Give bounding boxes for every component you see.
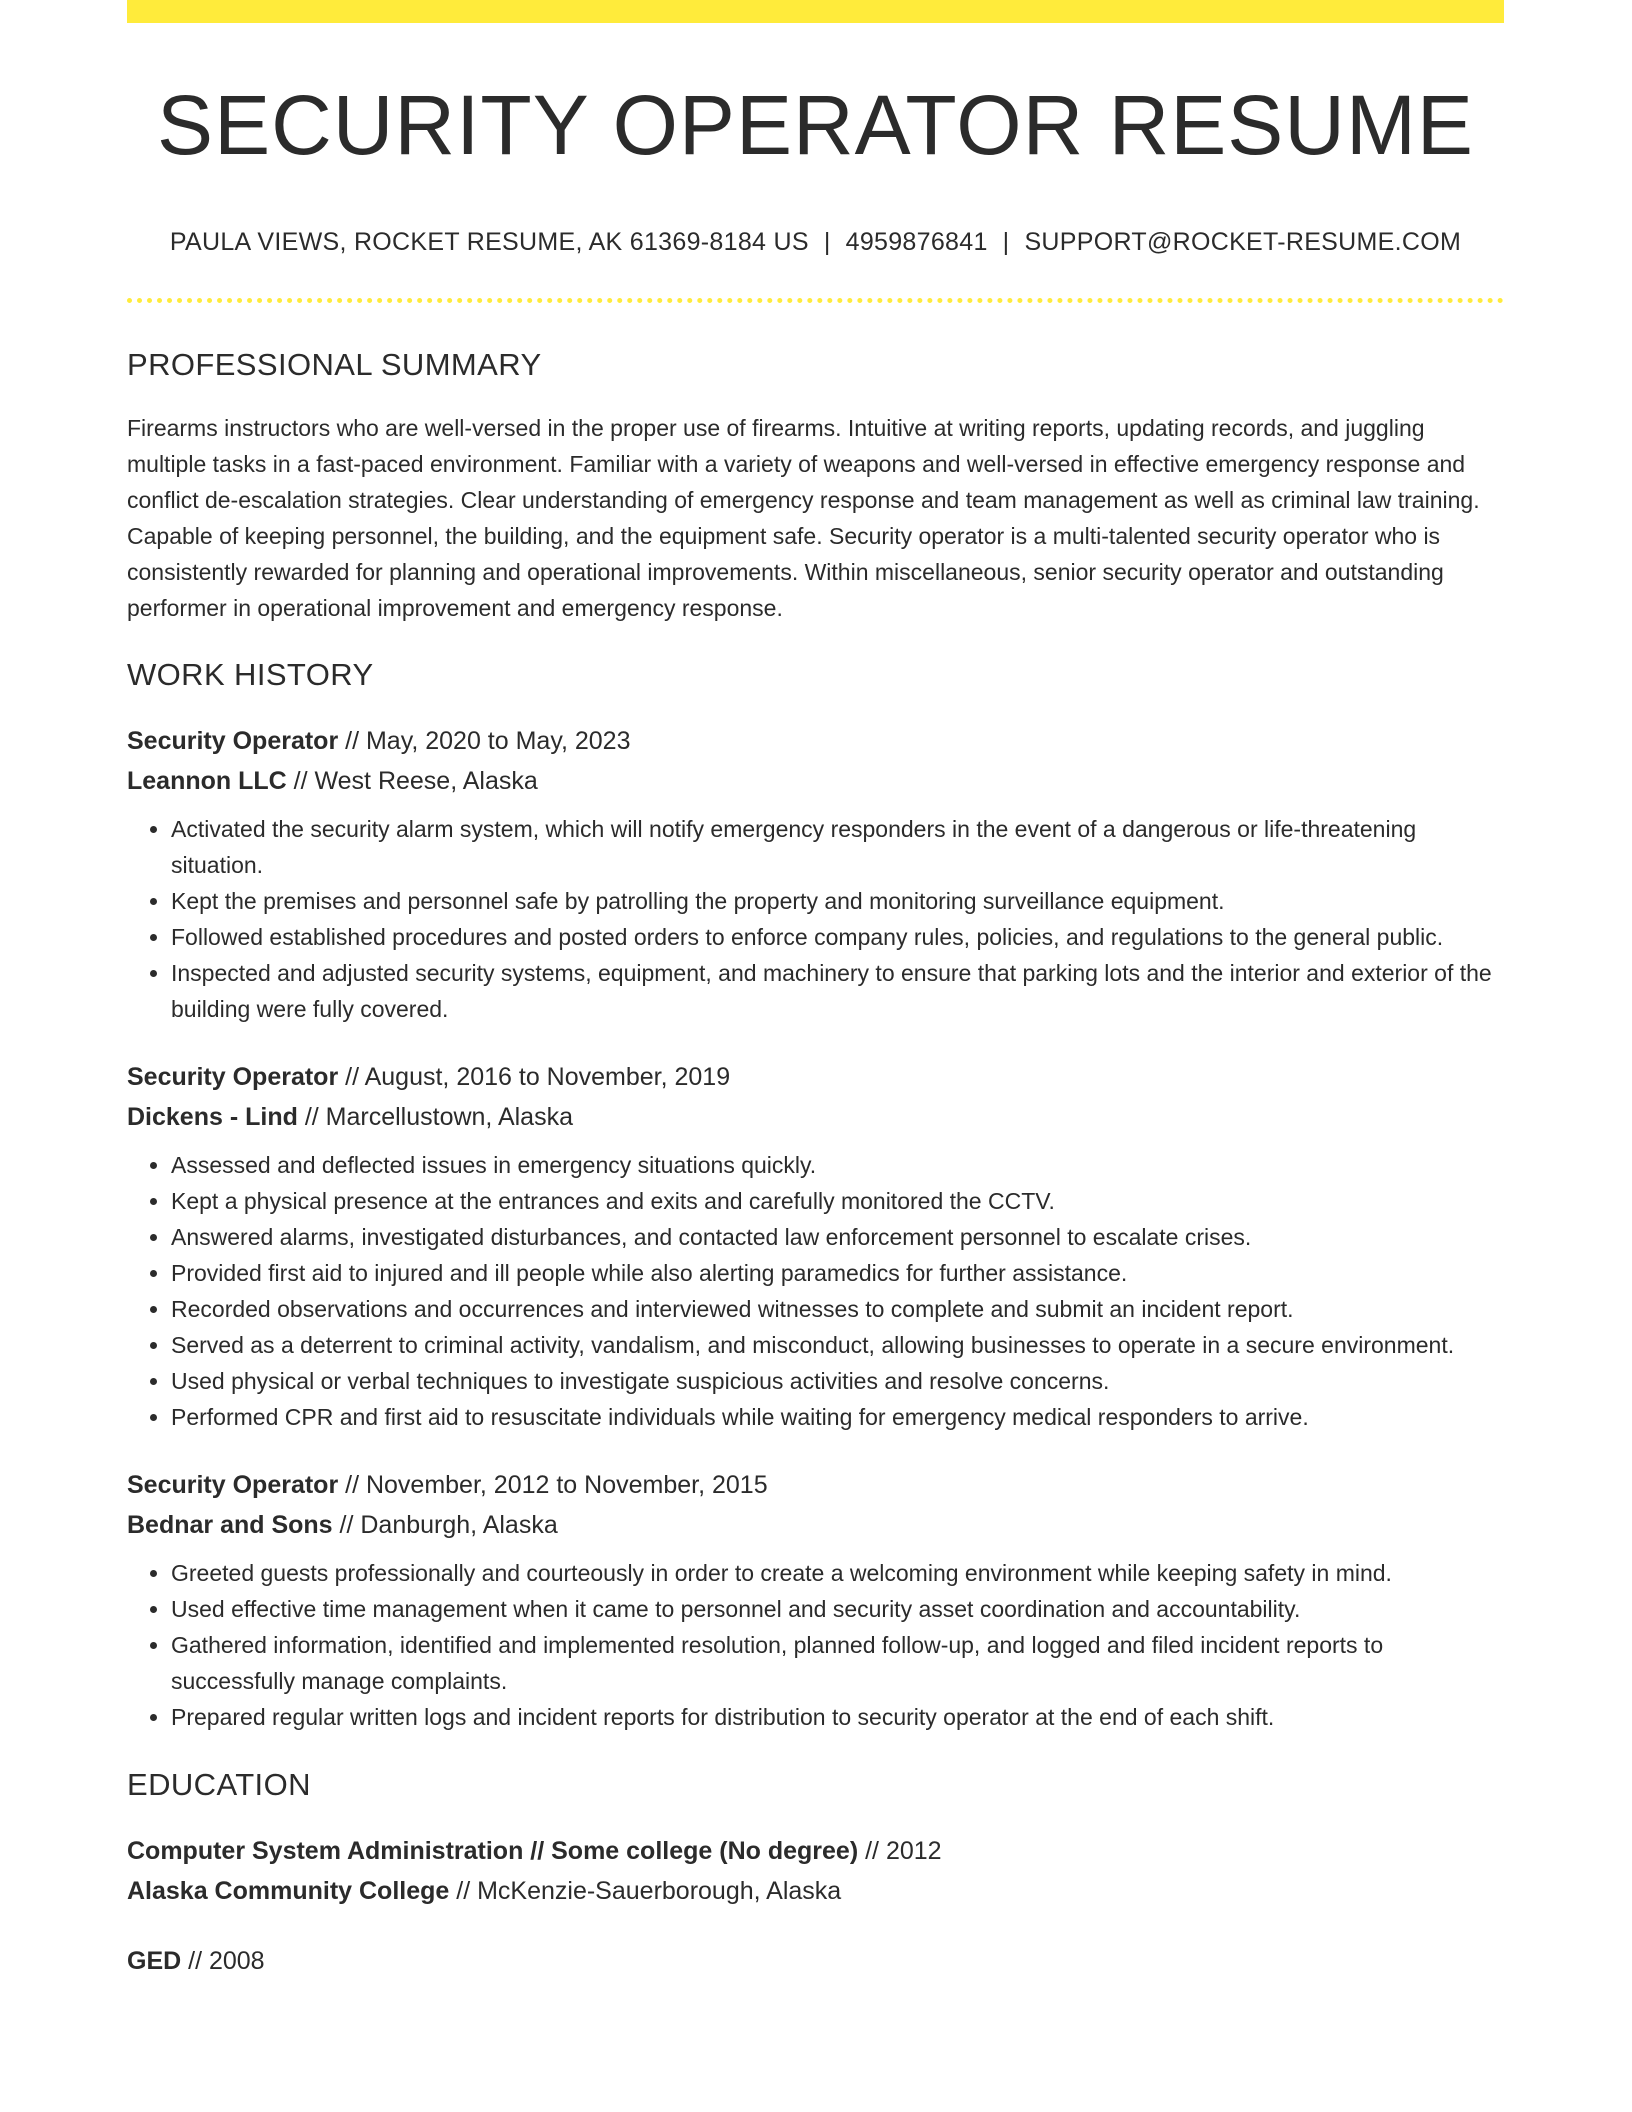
job-bullet: • Followed established procedures and posted orders to enforce company rules, policies, and regulations to the general public. (171, 919, 1504, 955)
job-location: // West Reese, Alaska (286, 766, 538, 795)
job-bullet: • Served as a deterrent to criminal activity, vandalism, and misconduct, allowing businesses to operate in a secure environment. (171, 1327, 1504, 1363)
contact-separator: | (823, 227, 831, 256)
job-bullets (127, 1555, 1504, 1735)
job-title: Security Operator (127, 1470, 339, 1499)
job-bullet: • Kept the premises and personnel safe by patrolling the property and monitoring surveillance equipment. (171, 883, 1504, 919)
job-company-line (127, 1505, 1504, 1545)
job-bullet: • Recorded observations and occurrences and interviewed witnesses to complete and submit an incident report. (171, 1291, 1504, 1327)
job-bullet: • Inspected and adjusted security systems, equipment, and machinery to ensure that parking lots and the interior and exterior of the building were fully covered. (171, 955, 1504, 1027)
summary-heading: PROFESSIONAL SUMMARY (127, 346, 542, 382)
job-title: Security Operator (127, 1062, 339, 1091)
job-bullet: • Performed CPR and first aid to resuscitate individuals while waiting for emergency medical responders to arrive. (171, 1399, 1504, 1435)
accent-top-bar (127, 0, 1504, 23)
education-entry (127, 1831, 1504, 1911)
dotted-divider (127, 298, 1504, 303)
contact-line (127, 228, 1504, 257)
job-entry (127, 1465, 1504, 1735)
job-bullet: • Assessed and deflected issues in emergency situations quickly. (171, 1147, 1504, 1183)
contact-phone[interactable]: 4959876841 (845, 227, 988, 256)
job-company: Bednar and Sons (127, 1510, 333, 1539)
education-degree-line (127, 1941, 1504, 1981)
contact-address: PAULA VIEWS, ROCKET RESUME, AK 61369-8184 US (169, 227, 809, 256)
job-dates: // November, 2012 to November, 2015 (338, 1470, 768, 1499)
job-bullet: • Prepared regular written logs and incident reports for distribution to security operator at the end of each shift. (171, 1699, 1504, 1735)
job-dates: // August, 2016 to November, 2019 (338, 1062, 731, 1091)
job-bullet: • Greeted guests professionally and courteously in order to create a welcoming environment while keeping safety in mind. (171, 1555, 1504, 1591)
job-title-line (127, 1465, 1504, 1505)
contact-email[interactable]: SUPPORT@ROCKET-RESUME.COM (1024, 227, 1462, 256)
education-degree-line (127, 1831, 1504, 1871)
job-company-line (127, 761, 1504, 801)
job-bullet: • Used physical or verbal techniques to investigate suspicious activities and resolve concerns. (171, 1363, 1504, 1399)
job-company: Dickens - Lind (127, 1102, 298, 1131)
summary-text: Firearms instructors who are well-versed in the proper use of firearms. Intuitive at writing reports, updating records, and juggling multiple tasks in a fast-paced environment. Familiar with a variety of weapons and well-versed in effective emergency response and conflict de-escalation strategies. Clear understanding of emergency response and team management as well as criminal law training. Capable of keeping personnel, the building, and the equipment safe. Security operator is a multi-talented security operator who is consistently rewarded for planning and operational improvements. Within miscellaneous, senior security operator and outstanding performer in operational improvement and emergency response. (127, 414, 1480, 621)
education-location: // McKenzie-Sauerborough, Alaska (449, 1876, 842, 1905)
education-entry (127, 1941, 1504, 1981)
job-entry (127, 1057, 1504, 1435)
job-company: Leannon LLC (127, 766, 287, 795)
contact-separator: | (1002, 227, 1010, 256)
job-bullet: • Gathered information, identified and implemented resolution, planned follow-up, and logged and filed incident reports to successfully manage complaints. (171, 1627, 1504, 1699)
job-bullet: • Activated the security alarm system, which will notify emergency responders in the event of a dangerous or life-threatening situation. (171, 811, 1504, 883)
job-title: Security Operator (127, 726, 339, 755)
resume-page (127, 0, 1504, 1981)
job-bullet: • Answered alarms, investigated disturbances, and contacted law enforcement personnel to escalate crises. (171, 1219, 1504, 1255)
education-year: // 2012 (858, 1836, 942, 1865)
job-bullets (127, 811, 1504, 1027)
education-school: Alaska Community College (127, 1876, 450, 1905)
job-title-line (127, 1057, 1504, 1097)
job-title-line (127, 721, 1504, 761)
education-degree: GED (127, 1946, 182, 1975)
job-company-line (127, 1097, 1504, 1137)
education-year: // 2008 (181, 1946, 265, 1975)
education-school-line (127, 1871, 1504, 1911)
page-title: SECURITY OPERATOR RESUME (157, 78, 1474, 172)
education-degree: Computer System Administration // Some college (No degree) (127, 1836, 859, 1865)
job-entry (127, 721, 1504, 1027)
job-bullets (127, 1147, 1504, 1435)
job-location: // Marcellustown, Alaska (297, 1102, 573, 1131)
work-history-heading: WORK HISTORY (127, 656, 374, 692)
job-bullet: • Used effective time management when it came to personnel and security asset coordination and accountability. (171, 1591, 1504, 1627)
education-heading: EDUCATION (127, 1766, 311, 1802)
job-location: // Danburgh, Alaska (332, 1510, 558, 1539)
job-bullet: • Provided first aid to injured and ill people while also alerting paramedics for further assistance. (171, 1255, 1504, 1291)
job-bullet: • Kept a physical presence at the entrances and exits and carefully monitored the CCTV. (171, 1183, 1504, 1219)
job-dates: // May, 2020 to May, 2023 (338, 726, 631, 755)
